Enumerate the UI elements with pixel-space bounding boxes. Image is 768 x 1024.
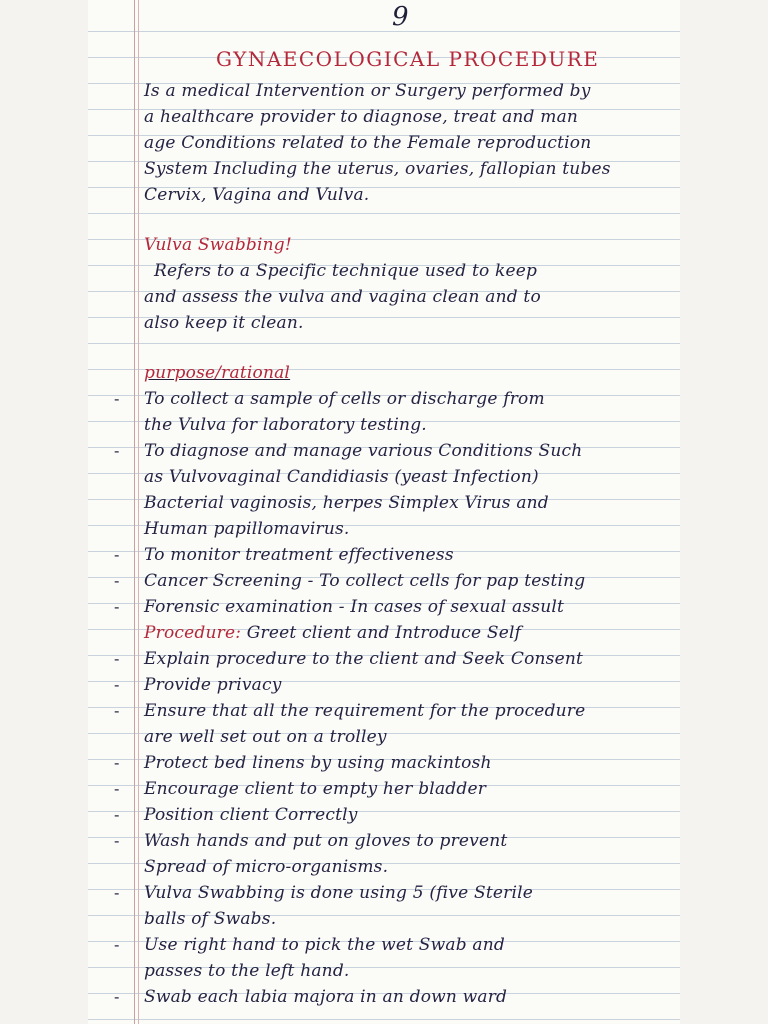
- procedure-line-7: Position client Correctly: [144, 805, 358, 825]
- procedure-line-9: Spread of micro-organisms.: [144, 857, 389, 877]
- procedure-line-10: Vulva Swabbing is done using 5 (five Sterile: [144, 883, 533, 903]
- procedure-line-2: Provide privacy: [144, 675, 282, 695]
- procedure-bullet-3: -: [114, 701, 120, 720]
- procedure-bullet-5: -: [114, 753, 120, 772]
- purpose-line-4: as Vulvovaginal Candidiasis (yeast Infection): [144, 467, 539, 487]
- procedure-bullet-8: -: [114, 831, 120, 850]
- purpose-line-3: To diagnose and manage various Conditions Such: [144, 441, 583, 461]
- vulva-heading: Vulva Swabbing!: [144, 235, 292, 255]
- margin-line: [134, 0, 135, 1024]
- procedure-line-8: Wash hands and put on gloves to prevent: [144, 831, 508, 851]
- procedure-line-13: passes to the left hand.: [144, 961, 350, 981]
- purpose-line-2: the Vulva for laboratory testing.: [144, 415, 427, 435]
- procedure-bullet-1: -: [114, 649, 120, 668]
- procedure-bullet-12: -: [114, 935, 120, 954]
- purpose-line-6: Human papillomavirus.: [144, 519, 350, 539]
- intro-line-5: Cervix, Vagina and Vulva.: [144, 185, 370, 205]
- vulva-line-3: also keep it clean.: [144, 313, 304, 333]
- purpose-heading: purpose/rational: [144, 363, 291, 383]
- procedure-line-3: Ensure that all the requirement for the procedure: [144, 701, 586, 721]
- purpose-line-9: Forensic examination - In cases of sexual assult: [144, 597, 565, 617]
- procedure-bullet-7: -: [114, 805, 120, 824]
- purpose-line-7: To monitor treatment effectiveness: [144, 545, 454, 565]
- purpose-line-5: Bacterial vaginosis, herpes Simplex Virus and: [144, 493, 549, 513]
- purpose-bullet-8: -: [114, 571, 120, 590]
- intro-line-4: System Including the uterus, ovaries, fallopian tubes: [144, 159, 611, 179]
- intro-line-2: a healthcare provider to diagnose, treat and man: [144, 107, 579, 127]
- vulva-line-1: Refers to a Specific technique used to keep: [154, 261, 538, 281]
- page-title: GYNAECOLOGICAL PROCEDURE: [216, 47, 600, 71]
- intro-line-3: age Conditions related to the Female reproduction: [144, 133, 592, 153]
- purpose-bullet-1: -: [114, 389, 120, 408]
- procedure-label: Procedure:: [144, 623, 242, 643]
- procedure-line-14: Swab each labia majora in an down ward: [144, 987, 508, 1007]
- purpose-line-1: To collect a sample of cells or discharge from: [144, 389, 545, 409]
- purpose-bullet-3: -: [114, 441, 120, 460]
- procedure-bullet-2: -: [114, 675, 120, 694]
- procedure-line-6: Encourage client to empty her bladder: [144, 779, 487, 799]
- purpose-bullet-7: -: [114, 545, 120, 564]
- procedure-bullet-14: -: [114, 987, 120, 1006]
- margin-line-secondary: [138, 0, 139, 1024]
- purpose-line-8: Cancer Screening - To collect cells for pap testing: [144, 571, 586, 591]
- vulva-line-2: and assess the vulva and vagina clean and to: [144, 287, 541, 307]
- procedure-bullet-6: -: [114, 779, 120, 798]
- notebook-page: [88, 0, 680, 1024]
- procedure-bullet-10: -: [114, 883, 120, 902]
- procedure-line-4: are well set out on a trolley: [144, 727, 387, 747]
- procedure-line-1: Explain procedure to the client and Seek Consent: [144, 649, 584, 669]
- procedure-first-step: Greet client and Introduce Self: [246, 623, 522, 643]
- procedure-line-11: balls of Swabs.: [144, 909, 277, 929]
- procedure-line-12: Use right hand to pick the wet Swab and: [144, 935, 505, 955]
- procedure-line-5: Protect bed linens by using mackintosh: [144, 753, 492, 773]
- page-number: 9: [392, 2, 409, 32]
- intro-line-1: Is a medical Intervention or Surgery performed by: [144, 81, 591, 101]
- procedure-first-line: [144, 622, 674, 644]
- purpose-bullet-9: -: [114, 597, 120, 616]
